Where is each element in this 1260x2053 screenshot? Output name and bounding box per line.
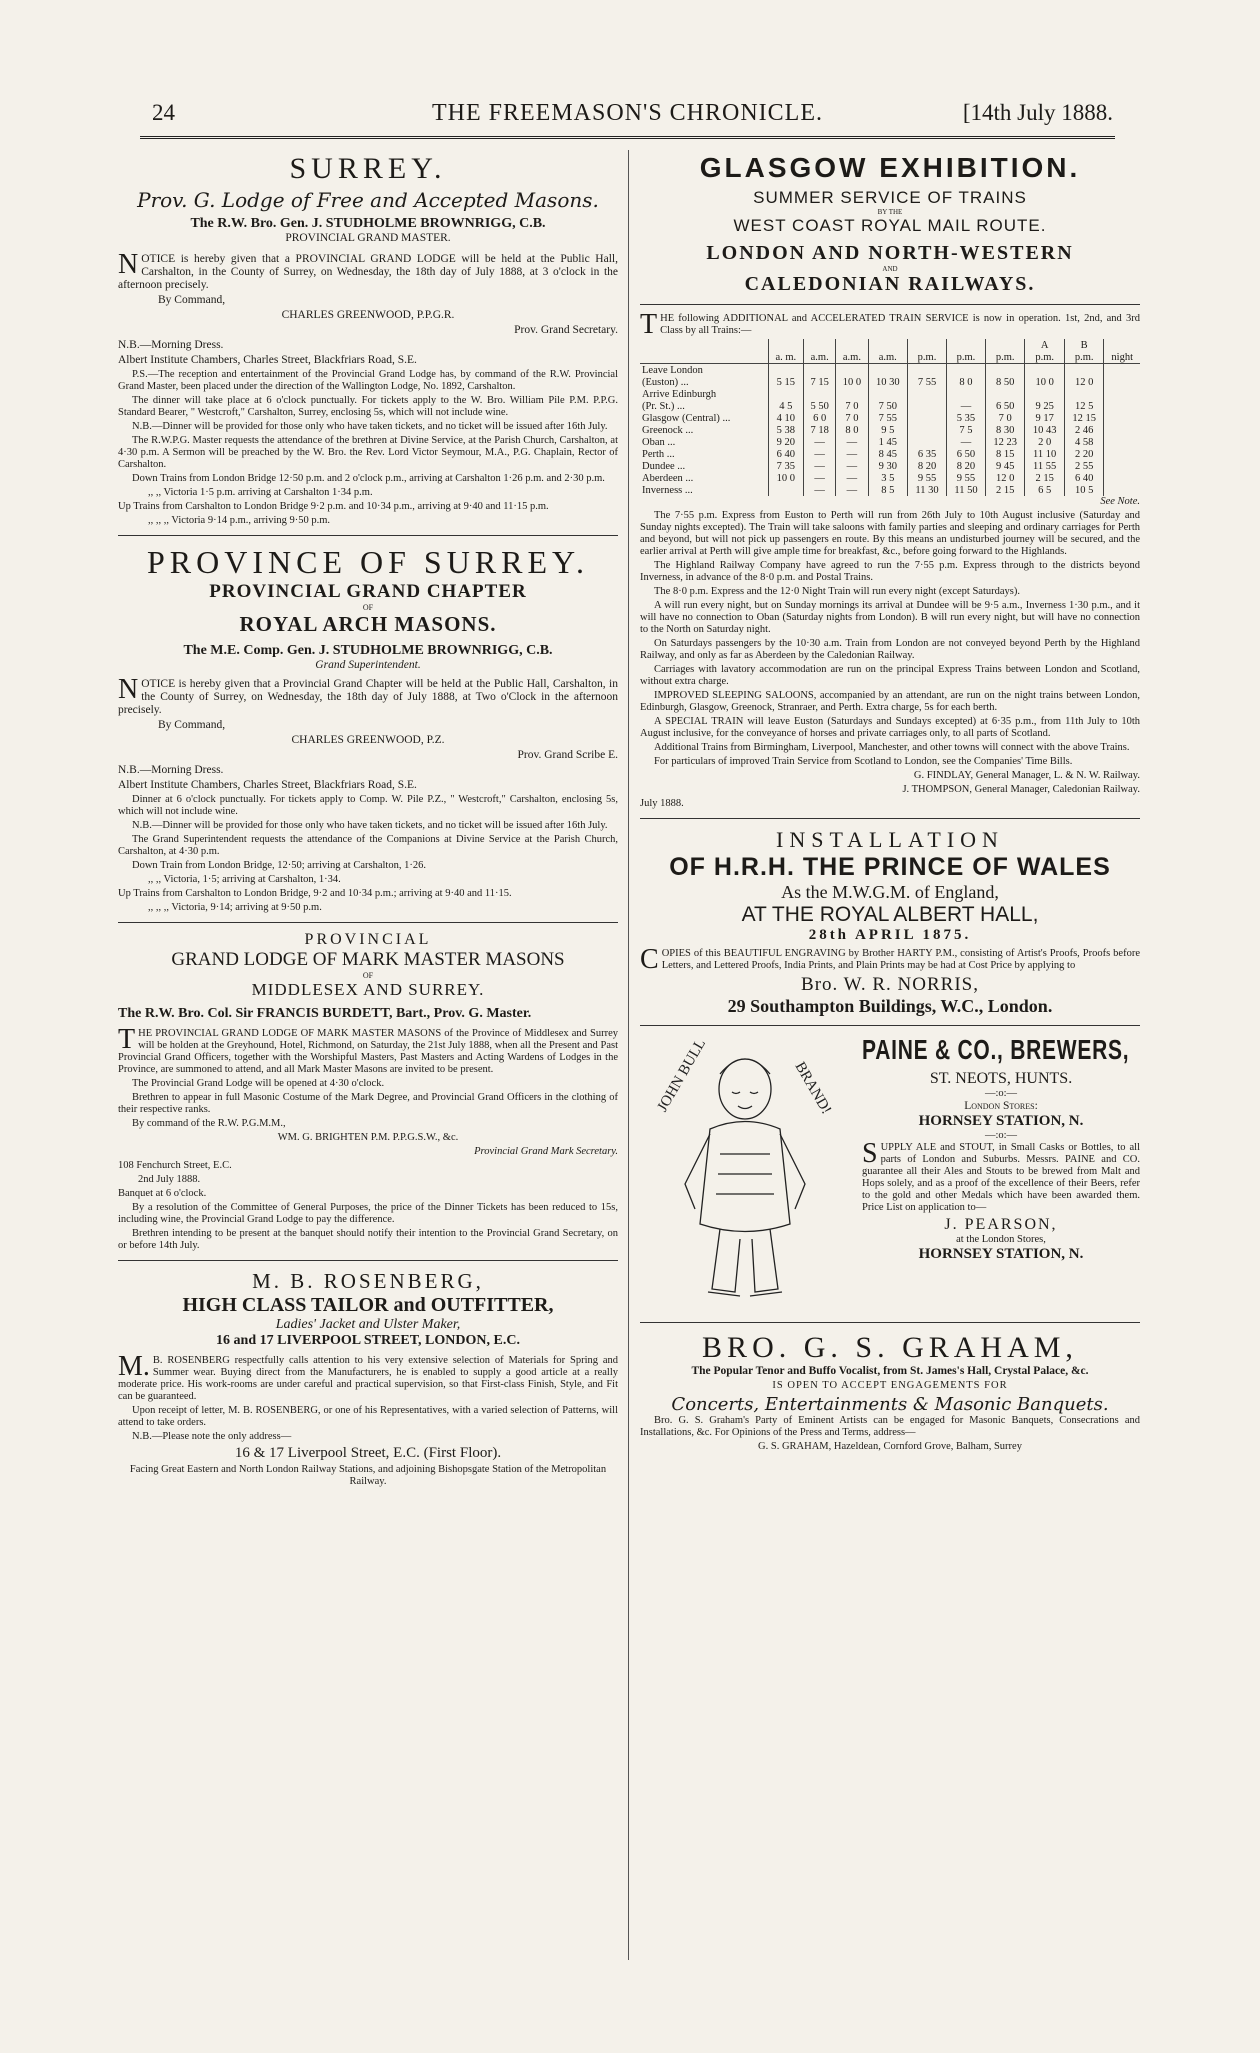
trains-up: Up Trains from Carshalton to London Bridge, 9·2 and 10·34 p.m.; arriving at 9·40 and 11·15. [118, 888, 512, 899]
timetable-cell: 9 20 [768, 436, 803, 448]
glasgow-p8: A SPECIAL TRAIN will leave Euston (Saturdays and Sundays excepted) at 6·35 p.m., from 11th July to 10th August inclusive, for the conveyance of horses and private carriages only, to all parts of Scotland. [640, 716, 1140, 739]
timetable-cell: Dundee ... [642, 460, 686, 472]
timetable-cell [804, 388, 836, 400]
timetable-cell: — [804, 472, 836, 484]
right-column [640, 152, 1140, 1455]
timetable-cell: Greenock ... [642, 424, 694, 436]
province-heading: PROVINCE OF SURREY. [146, 544, 590, 580]
installation-copies: COPIES of this BEAUTIFUL ENGRAVING by Brother HARTY P.M., consisting of Artist's Proofs, Proofs before Letters, and Lettered Proofs, India Prints, and Plain Prints may be had at Cost Price by applying to [640, 944, 1140, 975]
service-text: The Grand Superintendent requests the attendance of the Companions at Divine Service at the Parish Church, Carshalton, at 4·30 p.m. [118, 834, 618, 857]
timetable-row [640, 364, 1140, 377]
timetable-row [640, 376, 1140, 388]
brewers-body: SUPPLY ALE and STOUT, in Small Casks or Bottles, to all parts of London and Suburbs. Messrs. PAINE and CO. guarantee all their Ales and Stouts to be brewed from Malt and Hops solely, and as a proof of the excellence of their Beers, refer to the gold and other Medals which have been awarded them. Price List on application to— [862, 1138, 1140, 1213]
timetable-row [640, 472, 1140, 484]
timetable-cell: 2 15 [985, 484, 1024, 496]
dinner-text: The dinner will take place at 6 o'clock punctually. For tickets apply to the W. Bro. William Pile P.M. P.P.G. Standard Bearer, " Westcroft," Carshalton, Surrey, enclosing 5s, which will not include wine. [118, 395, 618, 418]
timetable-body [640, 364, 1140, 497]
timetable-letter [868, 339, 907, 351]
timetable-cell [768, 484, 803, 496]
glasgow-p6: Carriages with lavatory accommodation are run on the principal Express Trains between London and Scotland, without extra charge. [640, 664, 1140, 687]
timetable-cell: 4 5 [768, 400, 803, 412]
timetable-cell: 7 35 [768, 460, 803, 472]
timetable-cell: 7 55 [868, 412, 907, 424]
section-divider [118, 1260, 618, 1261]
surrey-notice [118, 152, 618, 527]
mark-provincial: PROVINCIAL [304, 931, 432, 948]
timetable-cell: 6 50 [946, 448, 985, 460]
timetable-cell: — [836, 460, 868, 472]
timetable-row [640, 436, 1140, 448]
timetable-cell [908, 436, 947, 448]
nb-text: N.B.—Dinner will be provided for those only who have taken tickets, and no ticket will be issued after 16th July. [132, 421, 608, 432]
timetable-cell [908, 424, 947, 436]
timetable-cell: 9 5 [868, 424, 907, 436]
tailor-address-2: 16 & 17 Liverpool Street, E.C. (First Floor). [234, 1445, 502, 1461]
timetable-cell [908, 364, 947, 377]
timetable-cell [1104, 436, 1140, 448]
glasgow-p1: The 7·55 p.m. Express from Euston to Perth will run from 26th July to 10th August inclusive (Saturday and Sunday nights excepted). The Train will take saloons with family parties and sleeping and ordinary carriages for Perth and beyond, but will not pick up passengers en route. By this means an undisturbed journey will be secured, and the earlier arrival at Perth will give ample time for breakfast, &c., before going forward to the Highlands. [640, 510, 1140, 557]
signer: WM. G. BRIGHTEN P.M. P.P.G.S.W., &c. [277, 1132, 459, 1143]
tailor-facing: Facing Great Eastern and North London Railway Stations, and adjoining Bishopsgate Station of the Metropolitan Railway. [129, 1464, 607, 1487]
timetable-cell [1104, 400, 1140, 412]
timetable-cell: 8 50 [985, 376, 1024, 388]
timetable-cell: — [836, 472, 868, 484]
timetable-cell: — [804, 484, 836, 496]
ps-text: P.S.—The reception and entertainment of the Provincial Grand Lodge has, by command of the R.W. Provincial Grand Master, been placed under the direction of the Wallington Lodge, No. 1892, Carshalton. [118, 369, 618, 392]
glasgow-date: July 1888. [640, 798, 684, 809]
timetable-cell: 6 40 [1064, 472, 1103, 484]
hornsey-station: HORNSEY STATION, N. [918, 1113, 1084, 1129]
graham-open: IS OPEN TO ACCEPT ENGAGEMENTS FOR [772, 1380, 1008, 1391]
section-divider [118, 922, 618, 923]
graham-advert [640, 1331, 1140, 1453]
timetable-row [640, 424, 1140, 436]
timetable-cell: 10 43 [1025, 424, 1064, 436]
banquet: Banquet at 6 o'clock. [118, 1188, 207, 1199]
timetable-cell: 10 0 [768, 472, 803, 484]
tailor-receipt: Upon receipt of letter, M. B. ROSENBERG, or one of his Representatives, with a varied selection of Patterns, will attend to take orders. [118, 1405, 618, 1428]
timetable-row [640, 388, 1140, 400]
nb-text: N.B.—Dinner will be provided for those only who have taken tickets, and no ticket will be issued after 16th July. [132, 820, 608, 831]
page-number: 24 [152, 100, 175, 125]
installation-hall: AT THE ROYAL ALBERT HALL, [741, 903, 1039, 926]
john-bull-illustration [640, 1034, 850, 1304]
timetable-cell [1104, 460, 1140, 472]
timetable-header: p.m. [1064, 351, 1103, 364]
chapter-heading: PROVINCIAL GRAND CHAPTER [209, 581, 527, 602]
timetable-cell [1104, 364, 1140, 377]
timetable-cell: 11 55 [1025, 460, 1064, 472]
surrey-master-title: PROVINCIAL GRAND MASTER. [285, 232, 451, 244]
province-notice-text: NOTICE is hereby given that a Provincial Grand Chapter will be held at the Public Hall, Carshalton, in the County of Surrey, on Wednesday, the 18th day of July 1888, at Two o'Clock in the afternoon precisely. [118, 674, 618, 716]
timetable-cell: Aberdeen ... [642, 472, 694, 484]
timetable-cell: 2 15 [1025, 472, 1064, 484]
timetable-cell: 2 20 [1064, 448, 1103, 460]
timetable-cell [836, 364, 868, 377]
timetable-cell: (Euston) ... [642, 376, 689, 388]
timetable-cell: 5 35 [946, 412, 985, 424]
timetable-letter-row [640, 339, 1140, 351]
glasgow-p5: On Saturdays passengers by the 10·30 a.m. Train from London are not conveyed beyond Perth by the Highland Railway, and only as far as Aberdeen by the Caledonian Railway. [640, 638, 1140, 661]
glasgow-signer-1: G. FINDLAY, General Manager, L. & N. W. Railway. [913, 770, 1140, 781]
graham-body: Bro. G. S. Graham's Party of Eminent Artists can be engaged for Masonic Banquets, Consecrations and Installations, &c. For Opinions of the Press and Terms, address— [640, 1415, 1140, 1438]
timetable-cell: 12 0 [1064, 376, 1103, 388]
timetable-cell [908, 388, 947, 400]
trains-victoria-2: ,, ,, ,, Victoria, 9·14; arriving at 9·50 p.m. [148, 902, 322, 913]
john-bull-label: JOHN BULL [654, 1036, 710, 1115]
installation-prince: OF H.R.H. THE PRINCE OF WALES [669, 853, 1111, 881]
timetable-cell: 2 46 [1064, 424, 1103, 436]
timetable-header: p.m. [1025, 351, 1064, 364]
timetable-cell: 9 25 [1025, 400, 1064, 412]
timetable-cell: 7 0 [836, 400, 868, 412]
timetable-cell: 5 50 [804, 400, 836, 412]
timetable-cell: 6 0 [804, 412, 836, 424]
timetable [640, 339, 1140, 496]
timetable-cell: 8 0 [946, 376, 985, 388]
installation-heading: INSTALLATION [776, 827, 1004, 852]
province-master-title: Grand Superintendent. [315, 659, 421, 671]
timetable-cell [768, 364, 803, 377]
lnw-heading: LONDON AND NORTH-WESTERN [706, 242, 1074, 264]
timetable-cell [1104, 388, 1140, 400]
surrey-heading: SURREY. [289, 152, 447, 185]
glasgow-p7: IMPROVED SLEEPING SALOONS, accompanied by an attendant, are run on the night trains between London, Edinburgh, Glasgow, Greenock, Stranraer, and Perth. Extra charge, 5s for each berth. [640, 690, 1140, 713]
timetable-cell: 6 5 [1025, 484, 1064, 496]
dress-note: N.B.—Morning Dress. [118, 764, 224, 776]
timetable-cell: 12 5 [1064, 400, 1103, 412]
mark-region: MIDDLESEX AND SURREY. [251, 980, 485, 999]
province-master: The M.E. Comp. Gen. J. STUDHOLME BROWNRIGG, C.B. [183, 643, 553, 658]
timetable-header: a.m. [804, 351, 836, 364]
timetable-cell: 10 30 [868, 376, 907, 388]
timetable-cell: Arrive Edinburgh [642, 388, 717, 400]
timetable-cell: 8 5 [868, 484, 907, 496]
trains-victoria-2: ,, ,, ,, Victoria 9·14 p.m., arriving 9·50 p.m. [148, 515, 331, 526]
province-notice [118, 544, 618, 914]
timetable-cell [908, 412, 947, 424]
timetable-cell: — [946, 436, 985, 448]
timetable-cell: 7 0 [985, 412, 1024, 424]
glasgow-intro: THE following ADDITIONAL and ACCELERATED TRAIN SERVICE is now in operation. 1st, 2nd, and 3rd Class by all Trains:— [640, 309, 1140, 340]
glasgow-p9: Additional Trains from Birmingham, Liverpool, Manchester, and other towns will connect with the above Trains. [654, 742, 1130, 753]
hornsey-station-2: HORNSEY STATION, N. [918, 1246, 1084, 1262]
trains-up: Up Trains from Carshalton to London Bridge 9·2 p.m. and 10·34 p.m., arriving at 9·40 and 11·15 p.m. [118, 501, 549, 512]
by-command: By Command, [158, 719, 226, 731]
see-note: See Note. [1100, 496, 1140, 507]
separator: —:o:— [984, 1130, 1018, 1141]
graham-name: BRO. G. S. GRAHAM, [702, 1331, 1078, 1364]
timetable-cell: — [836, 448, 868, 460]
installation-date: 28th APRIL 1875. [808, 927, 972, 943]
pearson-name: J. PEARSON, [944, 1216, 1058, 1233]
timetable-row [640, 400, 1140, 412]
glasgow-p10: For particulars of improved Train Service from Scotland to London, see the Companies' Time Bills. [654, 756, 1073, 767]
timetable-letter [1104, 339, 1140, 351]
brewers-town: ST. NEOTS, HUNTS. [929, 1070, 1073, 1087]
norris-name: Bro. W. R. NORRIS, [801, 974, 979, 995]
surrey-master: The R.W. Bro. Gen. J. STUDHOLME BROWNRIGG, C.B. [190, 216, 546, 231]
timetable-cell [804, 364, 836, 377]
timetable-cell: (Pr. St.) ... [642, 400, 685, 412]
notice-date: 2nd July 1888. [138, 1174, 201, 1185]
mark-master: The R.W. Bro. Col. Sir FRANCIS BURDETT, Bart., Prov. G. Master. [118, 1006, 532, 1021]
timetable-cell: 6 50 [985, 400, 1024, 412]
norris-address: 29 Southampton Buildings, W.C., London. [727, 996, 1053, 1016]
trains-victoria: ,, ,, Victoria, 1·5; arriving at Carshalton, 1·34. [148, 874, 341, 885]
timetable-header [640, 351, 768, 364]
rule [640, 304, 1140, 305]
timetable-cell: 10 0 [836, 376, 868, 388]
timetable-cell [985, 364, 1024, 377]
mark-notice [118, 931, 618, 1252]
tailor-trade: HIGH CLASS TAILOR and OUTFITTER, [182, 1294, 554, 1316]
timetable-cell: 10 0 [1025, 376, 1064, 388]
timetable-cell: 11 50 [946, 484, 985, 496]
glasgow-route: WEST COAST ROYAL MAIL ROUTE. [733, 216, 1047, 235]
at-stores: at the London Stores, [956, 1234, 1046, 1245]
timetable-cell: Glasgow (Central) ... [642, 412, 731, 424]
glasgow-p3: The 8·0 p.m. Express and the 12·0 Night Train will run every night (except Saturdays). [654, 586, 1020, 597]
signer-title: Prov. Grand Secretary. [514, 324, 618, 336]
timetable-cell [1104, 448, 1140, 460]
glasgow-signer-2: J. THOMPSON, General Manager, Caledonian Railway. [902, 784, 1140, 795]
mark-notice-text: THE PROVINCIAL GRAND LODGE OF MARK MASTER MASONS of the Province of Middlesex and Surrey will be holden at the Greyhound, Hotel, Richmond, on Saturday, the 21st July 1888, when all the Present and Past Provincial Grand Officers, together with the Worshipful Masters, Past Masters and Acting Wardens of Lodges in the Province, are summoned to attend, and all Mark Master Masons are invited to be present. [118, 1024, 618, 1075]
timetable-cell: 8 15 [985, 448, 1024, 460]
timetable-letter [836, 339, 868, 351]
separator: —:o:— [984, 1088, 1018, 1099]
timetable-cell: 8 20 [946, 460, 985, 472]
timetable-cell: 12 15 [1064, 412, 1103, 424]
timetable-letter [804, 339, 836, 351]
timetable-cell: — [836, 436, 868, 448]
timetable-row [640, 484, 1140, 496]
timetable-cell: 7 18 [804, 424, 836, 436]
timetable-cell: 6 40 [768, 448, 803, 460]
timetable-cell: 6 35 [908, 448, 947, 460]
timetable-header-row [640, 351, 1140, 364]
timetable-header: a.m. [836, 351, 868, 364]
timetable-cell: 11 30 [908, 484, 947, 496]
and-label: AND [882, 265, 898, 273]
timetable-cell: 8 30 [985, 424, 1024, 436]
timetable-cell: Oban ... [642, 436, 676, 448]
brewers-text [862, 1034, 1140, 1263]
timetable-cell [985, 388, 1024, 400]
masthead-title: THE FREEMASON'S CHRONICLE. [431, 100, 823, 126]
of-label: OF [362, 603, 374, 612]
timetable-cell: 7 5 [946, 424, 985, 436]
surrey-subheading: Prov. G. Lodge of Free and Accepted Masons. [137, 188, 599, 212]
timetable-cell: 8 20 [908, 460, 947, 472]
london-stores: London Stores: [964, 1100, 1038, 1112]
address: Albert Institute Chambers, Charles Street, Blackfriars Road, S.E. [118, 354, 417, 366]
mark-heading: GRAND LODGE OF MARK MASTER MASONS [171, 949, 565, 970]
address: 108 Fenchurch Street, E.C. [118, 1160, 232, 1171]
timetable-row [640, 460, 1140, 472]
left-column [118, 152, 618, 1490]
signer-title: Provincial Grand Mark Secretary. [474, 1146, 618, 1157]
dinner-text: Dinner at 6 o'clock punctually. For tickets apply to Comp. W. Pile P.Z., " Westcroft," Carshalton, enclosing 5s, which will not include wine. [118, 794, 618, 817]
timetable-cell [868, 388, 907, 400]
glasgow-advert [640, 152, 1140, 810]
timetable-letter: A [1025, 339, 1064, 351]
trains-victoria: ,, ,, Victoria 1·5 p.m. arriving at Carshalton 1·34 p.m. [148, 487, 373, 498]
timetable-cell: Inverness ... [642, 484, 693, 496]
timetable-cell: 12 23 [985, 436, 1024, 448]
of-label: OF [362, 971, 374, 980]
tailor-body: M.B. ROSENBERG respectfully calls attention to his very extensive selection of Materials for Spring and Summer wear. Buying direct from the Manufacturers, he is enabled to supply a good article at a really moderate price. His work-rooms are under careful and practical supervision, so that First-class Finish, Style, and Fit can be guaranteed. [118, 1351, 618, 1402]
timetable-cell: 9 55 [946, 472, 985, 484]
timetable-cell [768, 388, 803, 400]
timetable-cell: — [946, 400, 985, 412]
timetable-header: a. m. [768, 351, 803, 364]
timetable-cell [1104, 424, 1140, 436]
timetable-cell: 9 55 [908, 472, 947, 484]
glasgow-summer: SUMMER SERVICE OF TRAINS [753, 188, 1027, 207]
timetable-cell [1104, 412, 1140, 424]
timetable-cell [1104, 376, 1140, 388]
timetable-cell [908, 400, 947, 412]
signer: CHARLES GREENWOOD, P.P.G.R. [281, 309, 455, 321]
brewers-advert [640, 1034, 1140, 1314]
timetable-cell: 5 38 [768, 424, 803, 436]
timetable-cell: — [836, 484, 868, 496]
graham-concerts: Concerts, Entertainments & Masonic Banquets. [671, 1394, 1109, 1415]
timetable-cell: 9 17 [1025, 412, 1064, 424]
page-header [140, 96, 1115, 139]
dress-note: N.B.—Morning Dress. [118, 339, 224, 351]
brand-label: BRAND! [791, 1059, 835, 1118]
section-divider [640, 1322, 1140, 1323]
brewers-name: PAINE & CO., BREWERS, [862, 1034, 1130, 1065]
timetable-cell: Leave London [642, 364, 703, 376]
notify: Brethren intending to be present at the banquet should notify their intention to the Provincial Grand Secretary, on or before 14th July. [118, 1228, 618, 1251]
timetable-cell: 1 45 [868, 436, 907, 448]
timetable-cell [868, 364, 907, 377]
section-divider [640, 818, 1140, 819]
timetable-cell [1104, 484, 1140, 496]
timetable-header: p.m. [908, 351, 947, 364]
timetable-cell: 2 0 [1025, 436, 1064, 448]
timetable-header: a.m. [868, 351, 907, 364]
timetable-letter [768, 339, 803, 351]
graham-desc: The Popular Tenor and Buffo Vocalist, from St. James's Hall, Crystal Palace, &c. [691, 1365, 1089, 1377]
timetable-cell [1025, 388, 1064, 400]
timetable-header: night [1104, 351, 1140, 364]
timetable-letter: B [1064, 339, 1103, 351]
signer-title: Prov. Grand Scribe E. [517, 749, 618, 761]
installation-advert [640, 827, 1140, 1017]
timetable-cell: 2 55 [1064, 460, 1103, 472]
issue-date: [14th July 1888. [962, 100, 1113, 125]
timetable-cell: 8 45 [868, 448, 907, 460]
royal-arch-heading: ROYAL ARCH MASONS. [239, 612, 497, 636]
caledonian-heading: CALEDONIAN RAILWAYS. [744, 273, 1036, 295]
tailor-advert [118, 1269, 618, 1488]
timetable-row [640, 448, 1140, 460]
timetable-cell: 12 0 [985, 472, 1024, 484]
timetable-cell: 5 15 [768, 376, 803, 388]
timetable-cell [1064, 388, 1103, 400]
column-divider [628, 150, 629, 1960]
mark-brethren: Brethren to appear in full Masonic Costume of the Mark Degree, and Provincial Grand Officers in the clothing of their respective ranks. [118, 1092, 618, 1115]
timetable-letter [985, 339, 1024, 351]
timetable-cell [1064, 364, 1103, 377]
timetable-row [640, 412, 1140, 424]
mark-open: The Provincial Grand Lodge will be opened at 4·30 o'clock. [132, 1078, 385, 1089]
timetable-cell: 8 0 [836, 424, 868, 436]
by-command: By Command, [158, 294, 226, 306]
timetable-cell: 11 10 [1025, 448, 1064, 460]
address: Albert Institute Chambers, Charles Street, Blackfriars Road, S.E. [118, 779, 417, 791]
timetable-cell: 7 15 [804, 376, 836, 388]
by-command: By command of the R.W. P.G.M.M., [132, 1118, 286, 1129]
signer: CHARLES GREENWOOD, P.Z. [291, 734, 445, 746]
section-divider [118, 535, 618, 536]
trains-down: Down Trains from London Bridge 12·50 p.m. and 2 o'clock p.m., arriving at Carshalton 1·26 p.m. and 2·30 p.m. [132, 473, 605, 484]
timetable-header: p.m. [946, 351, 985, 364]
timetable-letter [640, 339, 768, 351]
timetable-cell: — [804, 436, 836, 448]
section-divider [640, 1025, 1140, 1026]
timetable-cell: — [804, 460, 836, 472]
glasgow-p2: The Highland Railway Company have agreed to run the 7·55 p.m. Express through to the districts beyond Inverness, in advance of the 8·0 p.m. and Postal Trains. [640, 560, 1140, 583]
timetable-cell: 7 55 [908, 376, 947, 388]
timetable-cell [1104, 472, 1140, 484]
timetable-header: p.m. [985, 351, 1024, 364]
tailor-name: M. B. ROSENBERG, [252, 1269, 484, 1293]
timetable-cell: 10 5 [1064, 484, 1103, 496]
tailor-nb: N.B.—Please note the only address— [132, 1431, 292, 1442]
timetable-cell [946, 388, 985, 400]
trains-down: Down Train from London Bridge, 12·50; arriving at Carshalton, 1·26. [132, 860, 426, 871]
timetable-cell: 9 30 [868, 460, 907, 472]
timetable-cell: 7 0 [836, 412, 868, 424]
timetable-cell: Perth ... [642, 448, 675, 460]
timetable-cell [1025, 364, 1064, 377]
timetable-cell: 3 5 [868, 472, 907, 484]
timetable-cell: 7 50 [868, 400, 907, 412]
glasgow-heading: GLASGOW EXHIBITION. [699, 152, 1081, 183]
service-text: The R.W.P.G. Master requests the attendance of the brethren at Divine Service, at the Parish Church, Carshalton, at 4·30 p.m. A Sermon will be preached by the W. Bro. the Rev. Lord Victor Seymour, M.A., P.G. Chaplain, Rector of Carshalton. [118, 435, 618, 470]
timetable-cell: — [804, 448, 836, 460]
resolution: By a resolution of the Committee of General Purposes, the price of the Dinner Tickets has been reduced to 15s, including wine, the Provincial Grand Lodge to pay the difference. [118, 1202, 618, 1225]
timetable-cell [946, 364, 985, 377]
by-the: BY THE [877, 208, 903, 216]
timetable-letter [908, 339, 947, 351]
tailor-sub: Ladies' Jacket and Ulster Maker, [275, 1317, 461, 1332]
glasgow-p4: A will run every night, but on Sunday mornings its arrival at Dundee will be 9·5 a.m., Inverness 1·30 p.m., and it will have no connection to Oban (Saturday nights from London). B will run every night, but will have no connection to the North on Saturday night. [640, 600, 1140, 635]
timetable-cell: 9 45 [985, 460, 1024, 472]
timetable-cell [836, 388, 868, 400]
timetable-cell: 4 58 [1064, 436, 1103, 448]
timetable-letter [946, 339, 985, 351]
timetable-cell: 4 10 [768, 412, 803, 424]
tailor-address: 16 and 17 LIVERPOOL STREET, LONDON, E.C. [216, 1333, 520, 1348]
surrey-notice-text: NOTICE is hereby given that a PROVINCIAL GRAND LODGE will be held at the Public Hall, Carshalton, in the County of Surrey, on Wednesday, the 18th day of July 1888, at 3 o'clock in the afternoon precisely. [118, 249, 618, 291]
graham-address: G. S. GRAHAM, Hazeldean, Cornford Grove, Balham, Surrey [758, 1441, 1022, 1452]
installation-as: As the M.W.G.M. of England, [781, 882, 999, 902]
